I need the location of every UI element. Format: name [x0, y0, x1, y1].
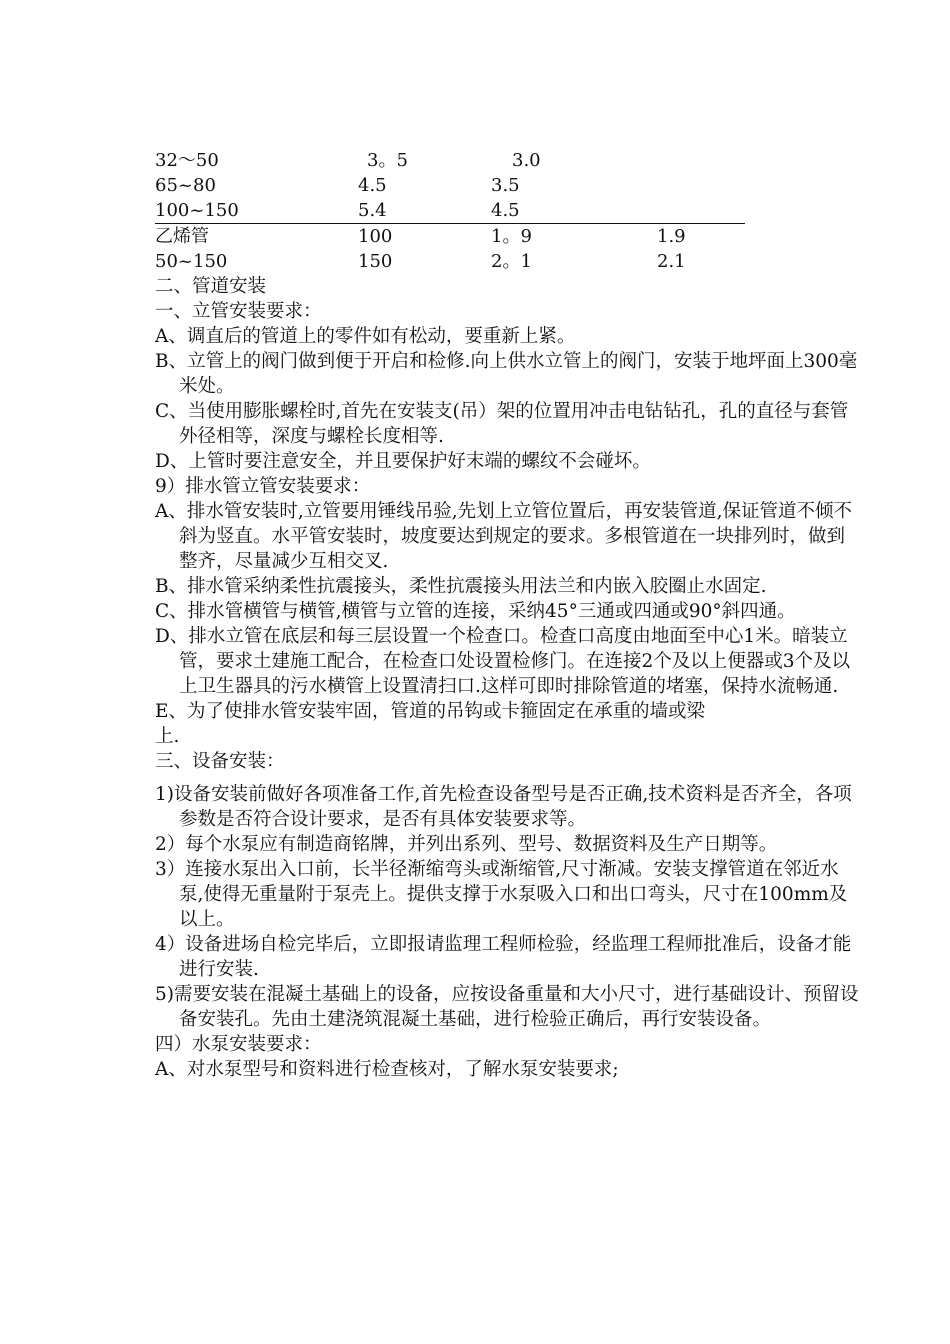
table-row: [155, 148, 845, 173]
section-heading: 四）水泵安装要求：: [155, 1034, 322, 1055]
subsection-heading: 一、立管安装要求：: [155, 301, 322, 322]
table-cell: 32～50: [155, 150, 219, 171]
table-cell: 2.1: [657, 251, 686, 272]
list-item: A、排水管安装时,立管要用锤线吊验,先划上立管位置后，再安装管道,保证管道不倾不斜为竖直。水平管安装时，坡度要达到规定的要求。多根管道在一块排列时，做到整齐，尽量减少互相交叉.: [155, 501, 853, 572]
list-item: E、为了使排水管安装牢固，管道的吊钩或卡箍固定在承重的墙或梁: [155, 701, 706, 722]
section-heading: 二、管道安装: [155, 276, 267, 297]
table-cell: 5.4: [358, 200, 387, 221]
list-item: B、排水管采纳柔性抗震接头，柔性抗震接头用法兰和内嵌入胶圈止水固定.: [155, 576, 767, 597]
table-cell: 50~150: [155, 251, 228, 272]
table-row: [155, 198, 845, 223]
list-item: D、上管时要注意安全，并且要保护好末端的螺纹不会碰坏。: [155, 451, 651, 472]
list-item: A、调直后的管道上的零件如有松动，要重新上紧。: [155, 326, 576, 347]
list-item: 4）设备进场自检完毕后，立即报请监理工程师检验，经监理工程师批准后，设备才能进行安装.: [155, 934, 852, 980]
table-cell: 100~150: [155, 200, 239, 221]
table-cell: 1。9: [491, 226, 532, 247]
table-row: [155, 224, 845, 249]
list-item: C、排水管横管与横管,横管与立管的连接，采纳45°三通或四通或90°斜四通。: [155, 601, 796, 622]
list-item: 2）每个水泵应有制造商铭牌，并列出系列、型号、数据资料及生产日期等。: [155, 834, 778, 855]
list-item: D、排水立管在底层和每三层设置一个检查口。检查口高度由地面至中心1米。暗装立管，要求土建施工配合，在检查口处设置检修门。在连接2个及以上便器或3个及以上卫生器具的污水横管上设置清扫口.这样可即时排除管道的堵塞，保持水流畅通.: [155, 626, 851, 697]
document-body: [155, 148, 859, 1082]
table-row: [155, 249, 845, 274]
list-item: C、当使用膨胀螺栓时,首先在安装支(吊）架的位置用冲击电钻钻孔，孔的直径与套管外径相等，深度与螺栓长度相等.: [155, 401, 849, 447]
table-cell: 100: [358, 226, 393, 247]
list-item: 5)需要安装在混凝土基础上的设备，应按设备重量和大小尺寸，进行基础设计、预留设备安装孔。先由土建浇筑混凝土基础，进行检验正确后，再行安装设备。: [155, 984, 859, 1030]
list-item: 3）连接水泵出入口前，长半径渐缩弯头或渐缩管,尺寸渐减。安装支撑管道在邻近水泵,使得无重量附于泵壳上。提供支撑于水泵吸入口和出口弯头，尺寸在100mm及以上。: [155, 859, 848, 930]
table-cell: 3.5: [491, 175, 520, 196]
table-cell: 1.9: [657, 226, 686, 247]
table-cell: 乙烯管: [155, 226, 209, 247]
subsection-heading: 9）排水管立管安装要求：: [155, 476, 371, 497]
table-cell: 2。1: [491, 251, 532, 272]
spacer: [155, 774, 845, 782]
section-heading: 三、设备安装：: [155, 751, 285, 772]
table-cell: 3。5: [367, 150, 408, 171]
list-item-continuation: 上.: [155, 726, 180, 747]
table-cell: 65~80: [155, 175, 216, 196]
list-item: A、对水泵型号和资料进行检查核对，了解水泵安装要求;: [155, 1059, 619, 1080]
list-item: 1)设备安装前做好各项准备工作,首先检查设备型号是否正确,技术资料是否齐全，各项参数是否符合设计要求，是否有具体安装要求等。: [155, 784, 852, 830]
table-cell: 4.5: [358, 175, 387, 196]
list-item: B、立管上的阀门做到便于开启和检修.向上供水立管上的阀门，安装于地坪面上300毫米处。: [155, 351, 858, 397]
table-cell: 4.5: [491, 200, 520, 221]
table-row: [155, 173, 845, 198]
table-cell: 150: [358, 251, 393, 272]
table-cell: 3.0: [512, 150, 541, 171]
